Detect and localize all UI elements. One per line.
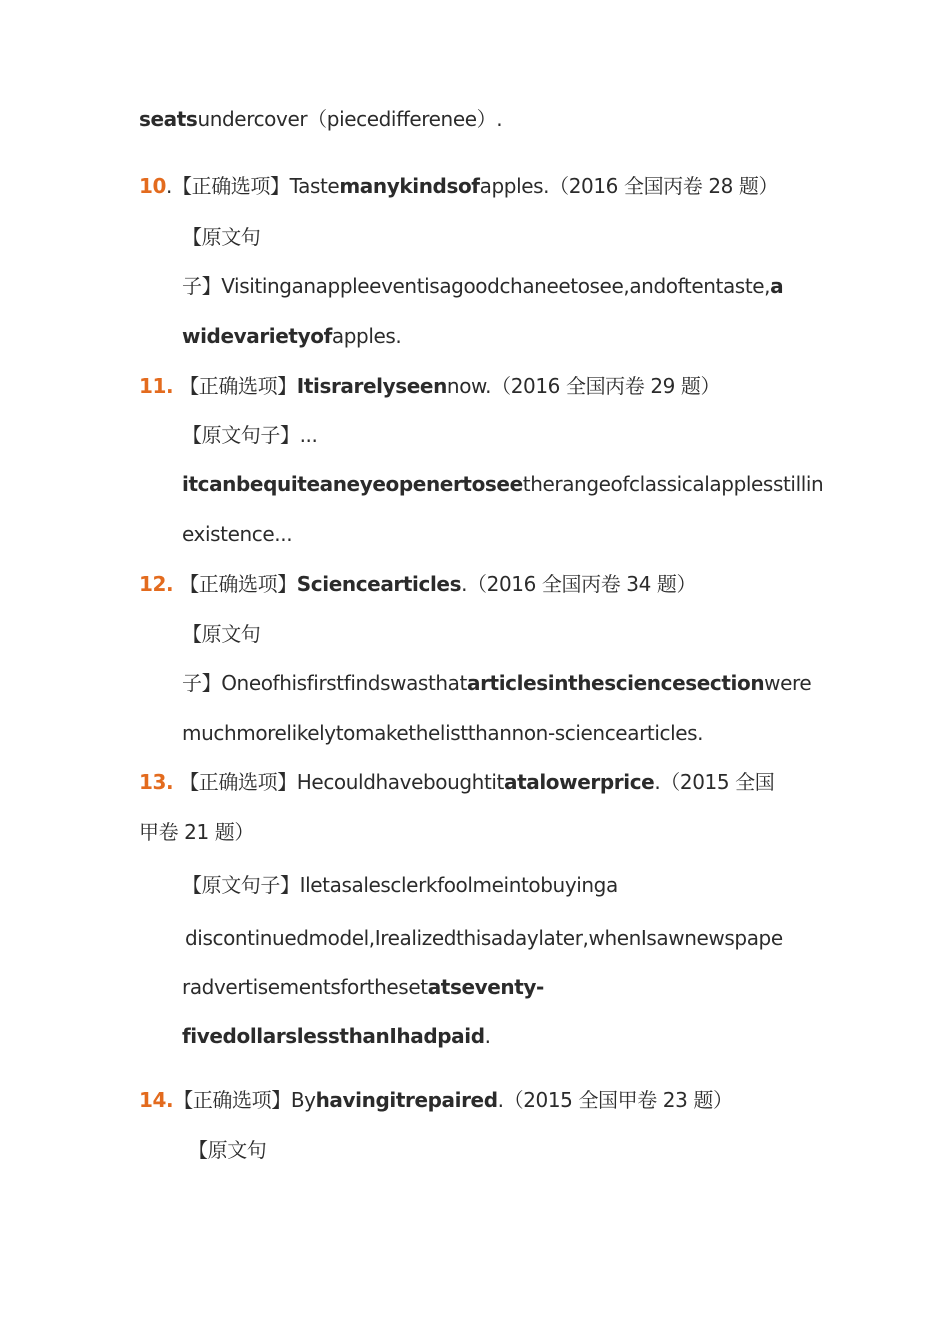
text-line (182, 871, 618, 899)
text-line (139, 818, 254, 846)
text-segment: 子】Visitinganappleeventisagoodchaneetosee,andoftentaste, (182, 274, 771, 298)
question-10-answer-line (139, 172, 778, 200)
text-segment: undercover（piecedifferenee）. (197, 107, 503, 131)
text-segment: .【正确选项】Taste (166, 174, 340, 198)
text-line (182, 470, 823, 498)
text-line (185, 924, 783, 952)
text-line (182, 669, 811, 697)
text-line (182, 272, 783, 300)
text-segment: muchmorelikelytomakethelistthannon-sciencearticles. (182, 721, 704, 745)
question-12-answer-line (139, 570, 696, 598)
text-line (182, 1022, 491, 1050)
text-segment: radvertisementsfortheset (182, 975, 428, 999)
text-line (182, 322, 401, 350)
text-segment: 【原文句子】Iletasalesclerkfoolmeintobuyinga (182, 873, 618, 897)
question-number: 13. (139, 770, 174, 794)
question-13-answer-line (139, 768, 774, 796)
bold-text: Itisrarelyseen (296, 374, 447, 398)
text-line (182, 620, 260, 648)
text-segment: 【正确选项】By (173, 1088, 316, 1112)
text-segment: 【正确选项】 (173, 374, 297, 398)
text-segment: 【原文句子】... (182, 423, 318, 447)
text-segment: 【正确选项】Hecouldhaveboughtit (173, 770, 504, 794)
question-number: 12. (139, 572, 174, 596)
text-line (182, 421, 317, 449)
text-segment: discontinuedmodel,Irealizedthisadaylater,whenIsawnewspape (185, 926, 783, 950)
bold-text: articlesinthesciencesection (466, 671, 765, 695)
bold-text: fivedollarslessthanIhadpaid (182, 1024, 485, 1048)
text-line (139, 105, 502, 133)
text-segment: now.（2016 全国丙卷 29 题） (446, 374, 721, 398)
bold-text: havingitrepaired (315, 1088, 498, 1112)
text-segment: existence... (182, 522, 293, 546)
text-segment: 【正确选项】 (173, 572, 297, 596)
text-line (182, 520, 292, 548)
question-11-answer-line (139, 372, 720, 400)
bold-text: itcanbequiteaneyeopenertosee (182, 472, 523, 496)
bold-text: atseventy- (427, 975, 544, 999)
text-segment: . (484, 1024, 491, 1048)
text-line (182, 719, 703, 747)
text-segment: 【原文句 (182, 225, 261, 249)
question-number: 10 (139, 174, 167, 198)
question-14-answer-line (139, 1086, 733, 1114)
bold-text: manykindsof (339, 174, 480, 198)
bold-text: seats (139, 107, 198, 131)
bold-text: atalowerprice (504, 770, 655, 794)
text-segment: 【原文句 (182, 622, 261, 646)
text-line (182, 973, 544, 1001)
text-segment: .（2015 全国 (654, 770, 775, 794)
text-line (182, 223, 260, 251)
text-segment: 【原文句 (188, 1138, 267, 1162)
text-segment: .（2015 全国甲卷 23 题） (497, 1088, 733, 1112)
text-segment: 甲卷 21 题） (139, 820, 254, 844)
question-number: 14. (139, 1088, 174, 1112)
bold-text: a (770, 274, 784, 298)
text-line (188, 1136, 266, 1164)
text-segment: apples. (331, 324, 402, 348)
question-number: 11. (139, 374, 174, 398)
text-segment: were (764, 671, 812, 695)
text-segment: 子】Oneofhisfirstfindswasthat (182, 671, 467, 695)
text-segment: .（2016 全国丙卷 34 题） (461, 572, 697, 596)
bold-text: widevarietyof (182, 324, 332, 348)
text-segment: therangeofclassicalapplesstillin (522, 472, 824, 496)
bold-text: Sciencearticles (296, 572, 462, 596)
text-segment: apples.（2016 全国丙卷 28 题） (479, 174, 779, 198)
